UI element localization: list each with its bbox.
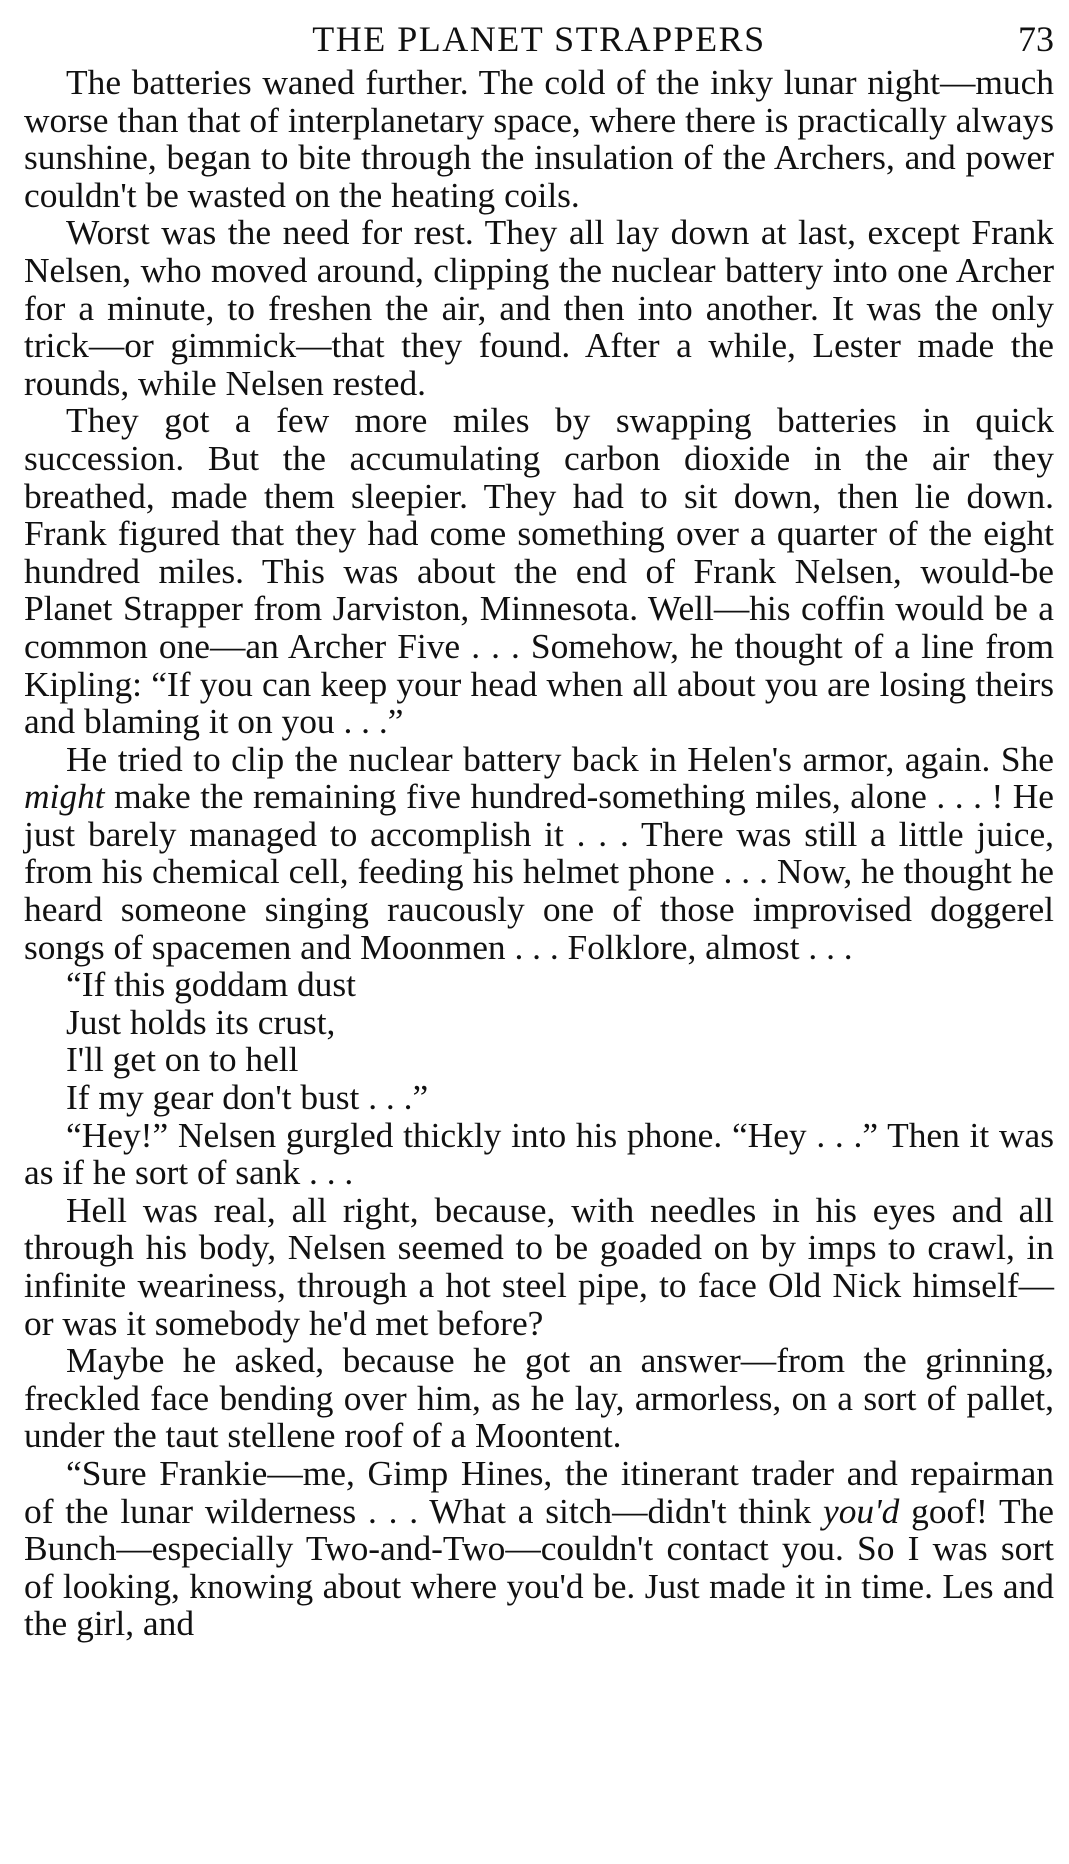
page-header xyxy=(24,14,1054,64)
book-page xyxy=(24,14,1054,1643)
paragraph: Hell was real, all right, because, with needles in his eyes and all through his body, Nelsen seemed to be goaded on by imps to crawl, in infinite weariness, through a hot steel pipe, to face Old Nick himself—or was it somebody he'd met before? xyxy=(24,1189,1054,1343)
verse-line: Just holds its crust, xyxy=(66,1001,336,1042)
paragraph xyxy=(24,738,1054,967)
verse-line: If my gear don't bust . . .” xyxy=(66,1077,429,1118)
paragraph: The batteries waned further. The cold of the inky lunar night—much worse than that of interplanetary space, where there is practically always sunshine, began to bite through the insulation of the Archers, and power couldn't be wasted on the heating coils. xyxy=(24,62,1054,215)
text-run: goof! The Bunch—especially Two-and-Two—couldn't contact you. So I was sort of looking, knowing about where you'd be. Just made it in time. Les and the girl, and xyxy=(24,1490,1055,1644)
paragraph xyxy=(24,1452,1055,1644)
page-number: 73 xyxy=(1018,19,1054,59)
verse xyxy=(24,966,1054,1116)
paragraph: Maybe he asked, because he got an answer—from the grinning, freckled face bending over him, as he lay, armorless, on a sort of pallet, under the taut stellene roof of a Moontent. xyxy=(24,1340,1054,1456)
text-run: “Sure Frankie—me, Gimp Hines, the itinerant trader and repairman of the lunar wilderness . . . What a sitch—didn't think xyxy=(24,1452,1054,1531)
text-run: make the remaining five hundred-something miles, alone . . . ! He just barely managed to accomplish it . . . There was still a little juice, from his chemical cell, feeding his helmet phone . . . Now, he thought he heard someone singing raucously one of those improvised doggerel songs of spacemen and Moonmen . . . Folklore, almost . . . xyxy=(24,776,1054,967)
paragraph: Worst was the need for rest. They all lay down at last, except Frank Nelsen, who moved around, clipping the nuclear battery into one Archer for a minute, to freshen the air, and then into another. It was the only trick—or gimmick—that they found. After a while, Lester made the rounds, while Nelsen rested. xyxy=(24,212,1054,403)
italic-text: might xyxy=(24,776,105,817)
verse-line: “If this goddam dust xyxy=(66,964,356,1005)
verse-line: I'll get on to hell xyxy=(66,1039,299,1080)
paragraph: They got a few more miles by swapping batteries in quick succession. But the accumulating carbon dioxide in the air they breathed, made them sleepier. They had to sit down, then lie down. Frank figured that they had come something over a quarter of the eight hundred miles. This was about the end of Frank Nelsen, would-be Planet Strapper from Jarviston, Minnesota. Well—his coffin would be a common one—an Archer Five . . . Somehow, he thought of a line from Kipling: “If you can keep your head when all about you are losing theirs and blaming it on you . . .” xyxy=(24,400,1054,742)
body-text xyxy=(24,64,1054,1643)
text-run: He tried to clip the nuclear battery back in Helen's armor, again. She xyxy=(66,738,1054,779)
running-title: THE PLANET STRAPPERS xyxy=(312,19,766,59)
paragraph: “Hey!” Nelsen gurgled thickly into his phone. “Hey . . .” Then it was as if he sort of sank . . . xyxy=(24,1114,1054,1193)
italic-text: you'd xyxy=(822,1490,900,1531)
